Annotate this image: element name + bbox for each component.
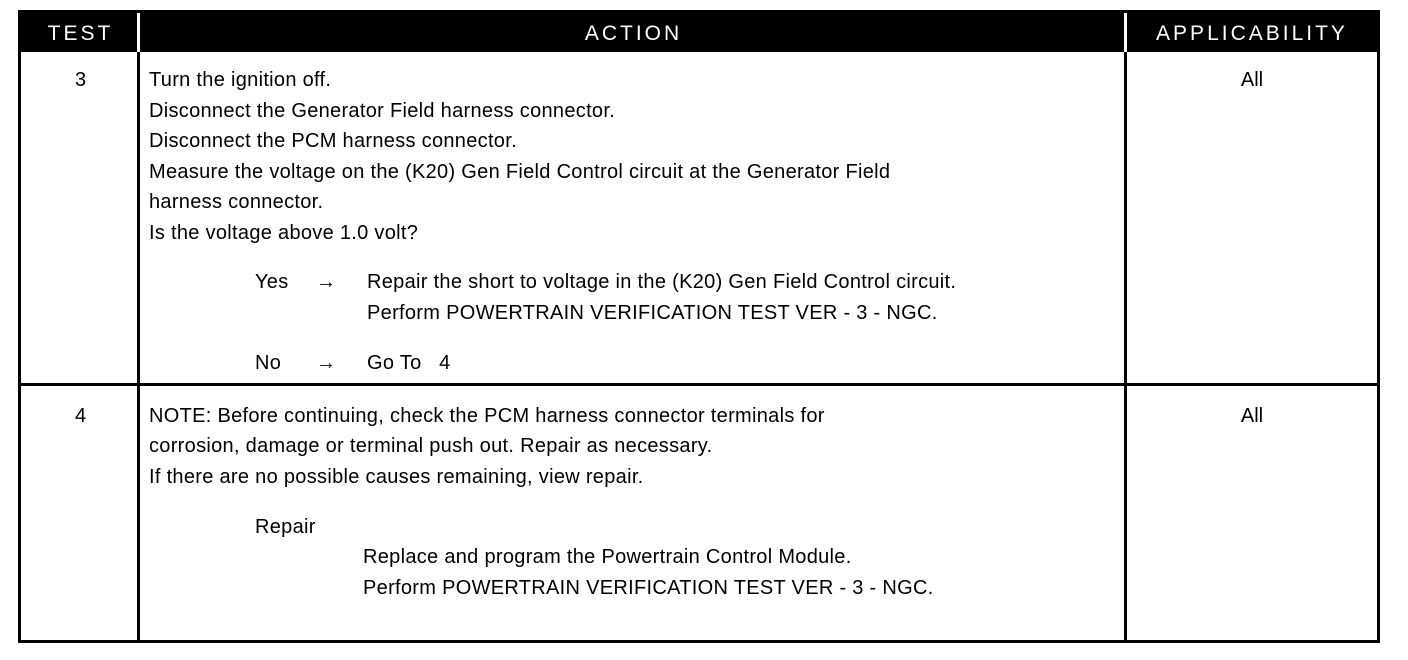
diagnostic-test-table bbox=[18, 10, 1380, 643]
test-number: 4 bbox=[74, 405, 87, 427]
header-test: TEST bbox=[47, 22, 114, 45]
action-line: Disconnect the PCM harness connector. bbox=[149, 130, 517, 152]
applicability-value: All bbox=[1240, 69, 1264, 91]
table-header bbox=[21, 13, 1377, 52]
action-line: Disconnect the Generator Field harness connector. bbox=[149, 100, 616, 122]
repair-label: Repair bbox=[255, 516, 316, 538]
test-number: 3 bbox=[74, 69, 87, 91]
go-to-link[interactable]: Go To 4 bbox=[367, 352, 451, 374]
action-line: harness connector. bbox=[149, 191, 324, 213]
repair-line: Perform POWERTRAIN VERIFICATION TEST VER - 3 - NGC. bbox=[363, 577, 934, 599]
action-line: Measure the voltage on the (K20) Gen Field Control circuit at the Generator Field bbox=[149, 161, 891, 183]
column-divider bbox=[137, 52, 140, 643]
row-divider bbox=[21, 383, 1377, 386]
yes-result-line: Repair the short to voltage in the (K20) Gen Field Control circuit. bbox=[367, 271, 957, 293]
action-line: corrosion, damage or terminal push out. Repair as necessary. bbox=[149, 435, 713, 457]
no-label: No bbox=[255, 352, 282, 374]
arrow-right-icon: → bbox=[316, 352, 337, 374]
action-line: Is the voltage above 1.0 volt? bbox=[149, 222, 419, 244]
yes-result-line: Perform POWERTRAIN VERIFICATION TEST VER - 3 - NGC. bbox=[367, 302, 938, 324]
repair-line: Replace and program the Powertrain Control Module. bbox=[363, 546, 852, 568]
yes-label: Yes bbox=[255, 271, 289, 293]
action-line: If there are no possible causes remaining, view repair. bbox=[149, 466, 644, 488]
column-divider bbox=[1124, 52, 1127, 643]
action-line: NOTE: Before continuing, check the PCM harness connector terminals for bbox=[149, 405, 825, 427]
applicability-value: All bbox=[1240, 405, 1264, 427]
header-applicability: APPLICABILITY bbox=[1156, 22, 1348, 45]
action-line: Turn the ignition off. bbox=[149, 69, 332, 91]
header-action: ACTION bbox=[584, 22, 683, 45]
arrow-right-icon: → bbox=[316, 271, 337, 293]
